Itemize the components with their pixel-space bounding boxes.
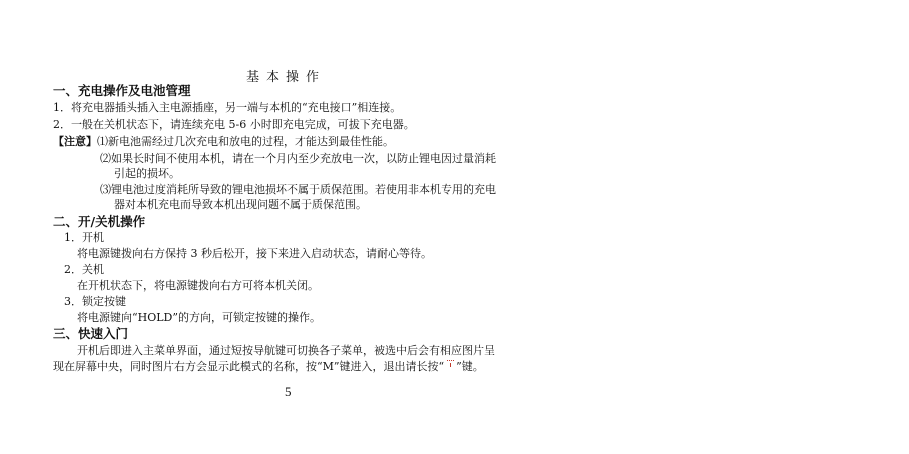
- power-on-text: 将电源键拨向右方保持 3 秒后松开，接下来进入启动状态，请耐心等待。: [77, 247, 432, 260]
- quickstart-line-1: 开机后即进入主菜单界面，通过短按导航键可切换各子菜单，被选中后会有相应图片呈: [77, 344, 495, 357]
- lock-keys-text: 将电源键向“HOLD”的方向，可锁定按键的操作。: [77, 311, 321, 324]
- charging-note-1: [53, 135, 394, 149]
- power-on-label: 1．开机: [64, 231, 104, 244]
- note-1-text: ⑴新电池需经过几次充电和放电的过程，才能达到最佳性能。: [97, 135, 394, 148]
- charging-note-3-line-2: 器对本机充电而导致本机出现问题不属于质保范围。: [114, 198, 367, 211]
- section-heading-charging: 一、充电操作及电池管理: [53, 83, 191, 98]
- note-tag: 【注意】: [53, 135, 97, 148]
- quickstart-line-2-before: 现在屏幕中央，同时图片右方会显示此模式的名称，按“M”键进入，退出请长按“: [53, 360, 445, 373]
- section-heading-power: 二、开/关机操作: [53, 214, 146, 229]
- charging-step-2: 2．一般在关机状态下，请连续充电 5-6 小时即充电完成，可拔下充电器。: [53, 118, 415, 131]
- power-off-label: 2．关机: [64, 263, 104, 276]
- lock-keys-label: 3．锁定按键: [64, 295, 126, 308]
- page-title: 基本操作: [246, 70, 327, 85]
- charging-note-2-line-2: 引起的损坏。: [114, 167, 180, 180]
- section-heading-quickstart: 三、快速入门: [53, 326, 129, 341]
- page-number: 5: [285, 384, 292, 399]
- quickstart-line-2: [53, 360, 484, 374]
- play-pause-key-icon: [444, 360, 456, 368]
- charging-note-3-line-1: ⑶锂电池过度消耗所导致的锂电池损坏不属于质保范围。若使用非本机专用的充电: [100, 183, 496, 196]
- charging-note-2-line-1: ⑵如果长时间不使用本机，请在一个月内至少充放电一次，以防止锂电因过量消耗: [100, 152, 496, 165]
- charging-step-1: 1．将充电器插头插入主电源插座，另一端与本机的“充电接口”相连接。: [53, 101, 402, 114]
- power-off-text: 在开机状态下，将电源键拨向右方可将本机关闭。: [77, 279, 319, 292]
- quickstart-line-2-after: ”键。: [456, 360, 484, 373]
